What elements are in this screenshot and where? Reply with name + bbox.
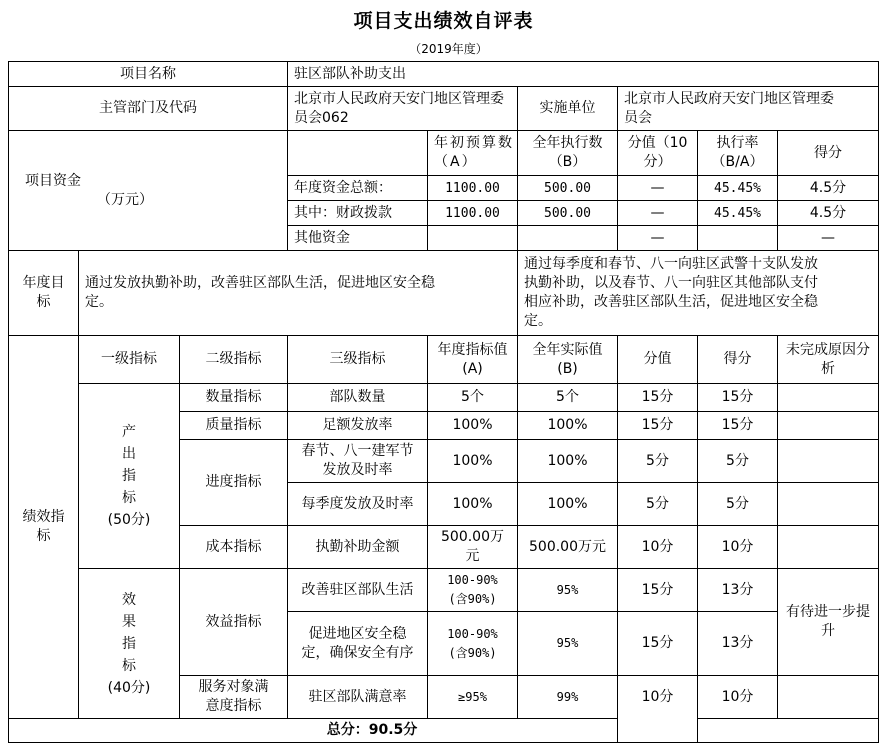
funding-row-name: 其他资金: [287, 225, 428, 251]
perf-row-score: 10分: [697, 675, 778, 719]
dept-value: 北京市人民政府天安门地区管理委员会062: [287, 86, 518, 131]
perf-col-score: 得分: [697, 335, 778, 384]
perf-row-target: 500.00万元: [427, 525, 518, 569]
funding-header-blank: [287, 130, 428, 176]
funding-row-score: —: [777, 225, 879, 251]
funding-col-executed: 全年执行数（B）: [517, 130, 618, 176]
funding-row-name: 其中：财政拨款: [287, 200, 428, 226]
funding-unit: （万元）: [97, 191, 153, 208]
project-name-value: 驻区部队补助支出: [287, 61, 879, 87]
dept-label: 主管部门及代码: [8, 86, 288, 131]
perf-row-reason: [777, 675, 879, 719]
perf-col-reason: 未完成原因分析: [777, 335, 879, 384]
funding-col-score: 得分: [777, 130, 879, 176]
perf-row-actual: 95%: [517, 611, 618, 676]
impl-unit-value: 北京市人民政府天安门地区管理委员会: [617, 86, 879, 131]
funding-row-weight: —: [617, 175, 698, 201]
perf-row-reason: [777, 525, 879, 569]
perf-row-score: 10分: [697, 525, 778, 569]
output-group-points: (50分): [107, 512, 151, 528]
perf-row-level3: 春节、八一建军节发放及时率: [287, 439, 428, 483]
perf-row-score: 13分: [697, 568, 778, 612]
funding-row-weight: —: [617, 225, 698, 251]
perf-row-weight: 10分: [617, 675, 698, 743]
funding-row-weight: —: [617, 200, 698, 226]
effect-group-label: 效果指标: [122, 591, 136, 674]
impl-unit-label: 实施单位: [517, 86, 618, 131]
perf-row-level3: 部队数量: [287, 383, 428, 412]
output-group-label: 产出指标: [122, 424, 136, 506]
funding-row-budget: 1100.00: [427, 200, 518, 226]
annual-goal-actual: 通过每季度和春节、八一向驻区武警十支队发放执勤补助，以及春节、八一向驻区其他部队支付相应补助，改善驻区部队生活，促进地区安全稳定。: [517, 250, 879, 336]
perf-reason-benefit: 有待进一步提升: [777, 568, 879, 676]
perf-col-target: 年度指标值(A): [427, 335, 518, 384]
perf-row-weight: 10分: [617, 525, 698, 569]
perf-row-score: 5分: [697, 439, 778, 483]
project-name-label: 项目名称: [8, 61, 288, 87]
funding-col-rate: 执行率（B/A）: [697, 130, 778, 176]
perf-row-level2: 成本指标: [179, 525, 288, 569]
perf-row-reason: [777, 482, 879, 526]
perf-row-level2-progress: 进度指标: [179, 439, 288, 526]
perf-col-level2: 二级指标: [179, 335, 288, 384]
perf-row-target: 100%: [427, 439, 518, 483]
funding-col-budget: 年初预算数（A）: [427, 130, 518, 176]
perf-row-score: 13分: [697, 611, 778, 676]
perf-col-level3: 三级指标: [287, 335, 428, 384]
perf-row-score: 15分: [697, 411, 778, 440]
perf-row-level2: 质量指标: [179, 411, 288, 440]
funding-row-score: 4.5分: [777, 200, 879, 226]
annual-goal-label: 年度目标: [8, 250, 79, 336]
perf-row-level3: 驻区部队满意率: [287, 675, 428, 719]
effect-group-points: (40分): [107, 679, 151, 696]
funding-row-executed: 500.00: [517, 200, 618, 226]
funding-row-budget: [427, 225, 518, 251]
perf-row-actual: 100%: [517, 411, 618, 440]
funding-row-budget: 1100.00: [427, 175, 518, 201]
perf-row-level2: 服务对象满意度指标: [179, 675, 288, 719]
perf-row-level2: 数量指标: [179, 383, 288, 412]
perf-row-weight: 15分: [617, 383, 698, 412]
performance-label: 绩效指标: [8, 335, 79, 719]
perf-row-score: 15分: [697, 383, 778, 412]
perf-row-level3: 足额发放率: [287, 411, 428, 440]
perf-row-level3: 每季度发放及时率: [287, 482, 428, 526]
perf-row-level3: 促进地区安全稳定，确保安全有序: [287, 611, 428, 676]
perf-row-weight: 15分: [617, 568, 698, 612]
perf-row-reason: [777, 439, 879, 483]
perf-row-actual: 500.00万元: [517, 525, 618, 569]
perf-row-actual: 95%: [517, 568, 618, 612]
perf-row-target: 100%: [427, 411, 518, 440]
perf-col-actual: 全年实际值(B): [517, 335, 618, 384]
total-score: 总分：90.5分: [8, 718, 618, 743]
perf-row-target: 5个: [427, 383, 518, 412]
page-subtitle-year: （2019年度）: [409, 42, 488, 56]
perf-row-target: 100-90%(含90%): [427, 611, 518, 676]
perf-row-score: 5分: [697, 482, 778, 526]
funding-row-executed: 500.00: [517, 175, 618, 201]
funding-label: [8, 130, 288, 251]
funding-row-score: 4.5分: [777, 175, 879, 201]
funding-col-weight: 分值（10分）: [617, 130, 698, 176]
perf-row-target: 100%: [427, 482, 518, 526]
perf-row-target: 100-90%(含90%): [427, 568, 518, 612]
funding-label-text: 项目资金: [25, 172, 81, 189]
output-indicator-group: [78, 383, 180, 569]
total-score-blank: [697, 718, 879, 743]
funding-row-name: 年度资金总额：: [287, 175, 428, 201]
perf-row-level2-benefit: 效益指标: [179, 568, 288, 676]
perf-row-reason: [777, 411, 879, 440]
annual-goal-planned: 通过发放执勤补助，改善驻区部队生活，促进地区安全稳定。: [78, 250, 518, 336]
perf-row-level3: 改善驻区部队生活: [287, 568, 428, 612]
perf-col-weight: 分值: [617, 335, 698, 384]
perf-row-weight: 15分: [617, 411, 698, 440]
perf-row-weight: 15分: [617, 611, 698, 676]
page-title: 项目支出绩效自评表: [353, 10, 534, 32]
funding-row-executed: [517, 225, 618, 251]
perf-col-level1: 一级指标: [78, 335, 180, 384]
perf-row-weight: 5分: [617, 482, 698, 526]
perf-row-level3: 执勤补助金额: [287, 525, 428, 569]
perf-row-weight: 5分: [617, 439, 698, 483]
funding-row-rate: 45.45%: [697, 175, 778, 201]
perf-row-actual: 99%: [517, 675, 618, 719]
perf-row-reason: [777, 383, 879, 412]
perf-row-actual: 5个: [517, 383, 618, 412]
funding-row-rate: 45.45%: [697, 200, 778, 226]
perf-row-actual: 100%: [517, 482, 618, 526]
perf-row-target: ≥95%: [427, 675, 518, 719]
funding-row-rate: [697, 225, 778, 251]
effect-indicator-group: [78, 568, 180, 719]
perf-row-actual: 100%: [517, 439, 618, 483]
